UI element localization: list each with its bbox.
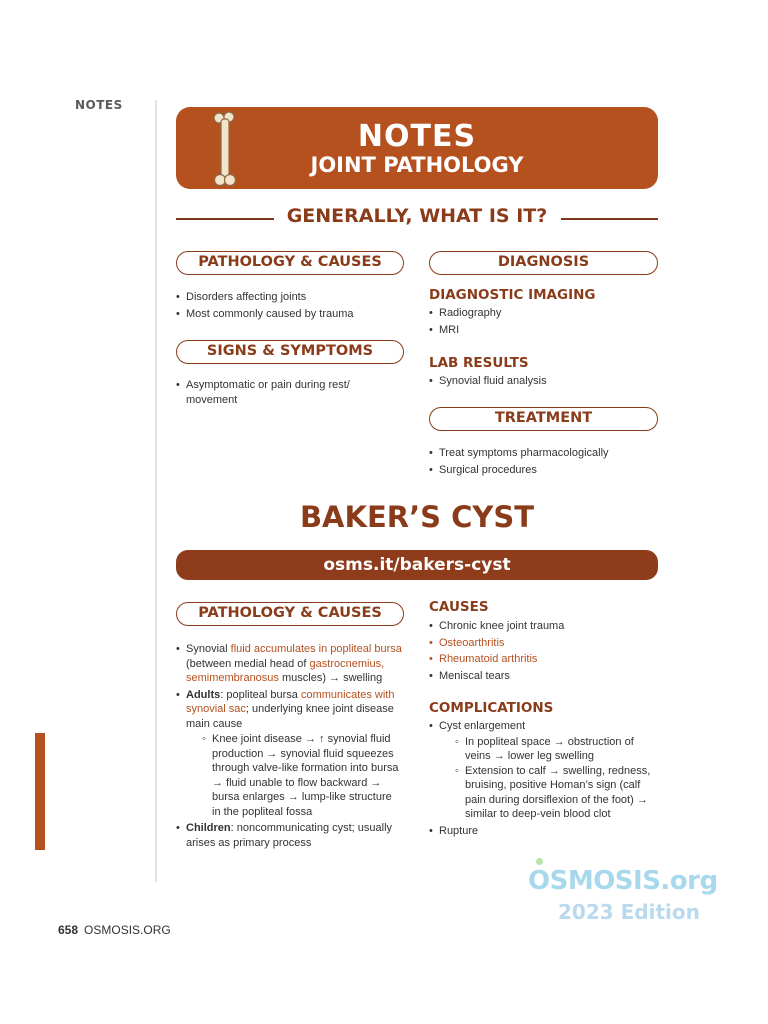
complications-heading: COMPLICATIONS bbox=[429, 700, 554, 716]
watermark-brand: OSMOSIS.org bbox=[528, 866, 718, 896]
list-item: • Meniscal tears bbox=[429, 669, 658, 684]
text: Synovial bbox=[186, 643, 231, 655]
text: Cyst enlargement bbox=[439, 720, 526, 732]
highlight-text: fluid accumulates in popliteal bursa bbox=[230, 643, 402, 655]
list-item: • Synovial fluid analysis bbox=[429, 374, 658, 389]
list-item: • Surgical procedures bbox=[429, 463, 658, 478]
treatment-pill: TREATMENT bbox=[429, 407, 658, 431]
signs-symptoms-pill: SIGNS & SYMPTOMS bbox=[176, 340, 404, 364]
bold-term: Adults bbox=[186, 688, 221, 701]
logo-dot-icon bbox=[536, 858, 543, 865]
footer-site: OSMOSIS.ORG bbox=[84, 923, 171, 937]
pathology-causes-pill: PATHOLOGY & CAUSES bbox=[176, 251, 404, 275]
list-item bbox=[429, 719, 658, 822]
complications-list bbox=[429, 719, 658, 840]
list-item: • MRI bbox=[429, 323, 658, 338]
page-title: BAKER’S CYST bbox=[299, 500, 535, 534]
text: : popliteal bursa bbox=[220, 688, 301, 701]
section-heading-text: GENERALLY, WHAT IS IT? bbox=[286, 205, 548, 227]
bakers-pathology-list bbox=[176, 642, 402, 852]
bold-term: Children bbox=[186, 822, 231, 834]
sub-list-item: ◦ In popliteal space → obstruction of veins → lower leg swelling bbox=[439, 735, 658, 764]
treatment-list bbox=[429, 446, 658, 479]
list-item: • Asymptomatic or pain during rest/ movement bbox=[176, 378, 376, 407]
pathology-causes-list bbox=[176, 290, 404, 323]
causes-heading: CAUSES bbox=[429, 599, 489, 615]
list-item-link[interactable]: • Osteoarthritis bbox=[429, 636, 658, 651]
list-item bbox=[176, 688, 402, 820]
banner-subtitle: JOINT PATHOLOGY bbox=[310, 153, 524, 177]
list-item-link[interactable]: • Rheumatoid arthritis bbox=[429, 652, 658, 667]
osmosis-watermark bbox=[522, 858, 718, 928]
text: muscles) → swelling bbox=[278, 672, 383, 684]
highlight-text: gastrocnemius, semimembranosus bbox=[186, 657, 385, 684]
sub-list bbox=[186, 732, 402, 819]
list-item: • Radiography bbox=[429, 306, 658, 321]
list-item: • Most commonly caused by trauma bbox=[176, 307, 404, 322]
signs-symptoms-list bbox=[176, 378, 376, 409]
chapter-tab-marker bbox=[35, 733, 45, 850]
page-footer bbox=[58, 923, 171, 937]
text: ; underlying knee joint disease main cause bbox=[186, 703, 394, 730]
page-number: 658 bbox=[58, 923, 79, 937]
lab-results-heading: LAB RESULTS bbox=[429, 355, 529, 371]
osmosis-link[interactable]: osms.it/bakers-cyst bbox=[176, 550, 658, 580]
list-item bbox=[176, 642, 402, 686]
sub-list bbox=[439, 735, 658, 822]
margin-divider bbox=[155, 100, 157, 882]
heading-rule-right bbox=[561, 218, 658, 220]
notes-banner bbox=[176, 107, 658, 189]
sub-list-item: ◦ Extension to calf → swelling, redness, bruising, positive Homan’s sign (calf pain during dorsiflexion of the foot) → similar to deep-vein blood clot bbox=[439, 764, 658, 822]
list-item: • Rupture bbox=[429, 824, 658, 839]
banner-title: NOTES bbox=[357, 119, 477, 154]
text: : noncommunicating cyst; usually arises as primary process bbox=[186, 822, 393, 849]
list-item: • Chronic knee joint trauma bbox=[429, 619, 658, 634]
bakers-pathology-pill: PATHOLOGY & CAUSES bbox=[176, 602, 404, 626]
section-heading-general bbox=[176, 205, 658, 233]
watermark-edition: 2023 Edition bbox=[558, 900, 700, 924]
list-item bbox=[176, 821, 402, 850]
list-item: • Treat symptoms pharmacologically bbox=[429, 446, 658, 461]
text: (between medial head of bbox=[186, 657, 310, 670]
sub-list-item: ◦ Knee joint disease → ↑ synovial fluid production → synovial fluid squeezes through valve-like formation into bursa → fluid unable to flow backward → bursa enlarges → lump-like structure in the popliteal fossa bbox=[186, 732, 402, 819]
diagnostic-imaging-heading: DIAGNOSTIC IMAGING bbox=[429, 287, 596, 303]
causes-list bbox=[429, 619, 658, 685]
list-item: • Disorders affecting joints bbox=[176, 290, 404, 305]
diagnosis-pill: DIAGNOSIS bbox=[429, 251, 658, 275]
lab-results-list bbox=[429, 374, 658, 391]
sidebar-notes-label: NOTES bbox=[75, 98, 123, 112]
highlight-text: communicates with synovial sac bbox=[186, 688, 395, 715]
diagnostic-imaging-list bbox=[429, 306, 658, 339]
